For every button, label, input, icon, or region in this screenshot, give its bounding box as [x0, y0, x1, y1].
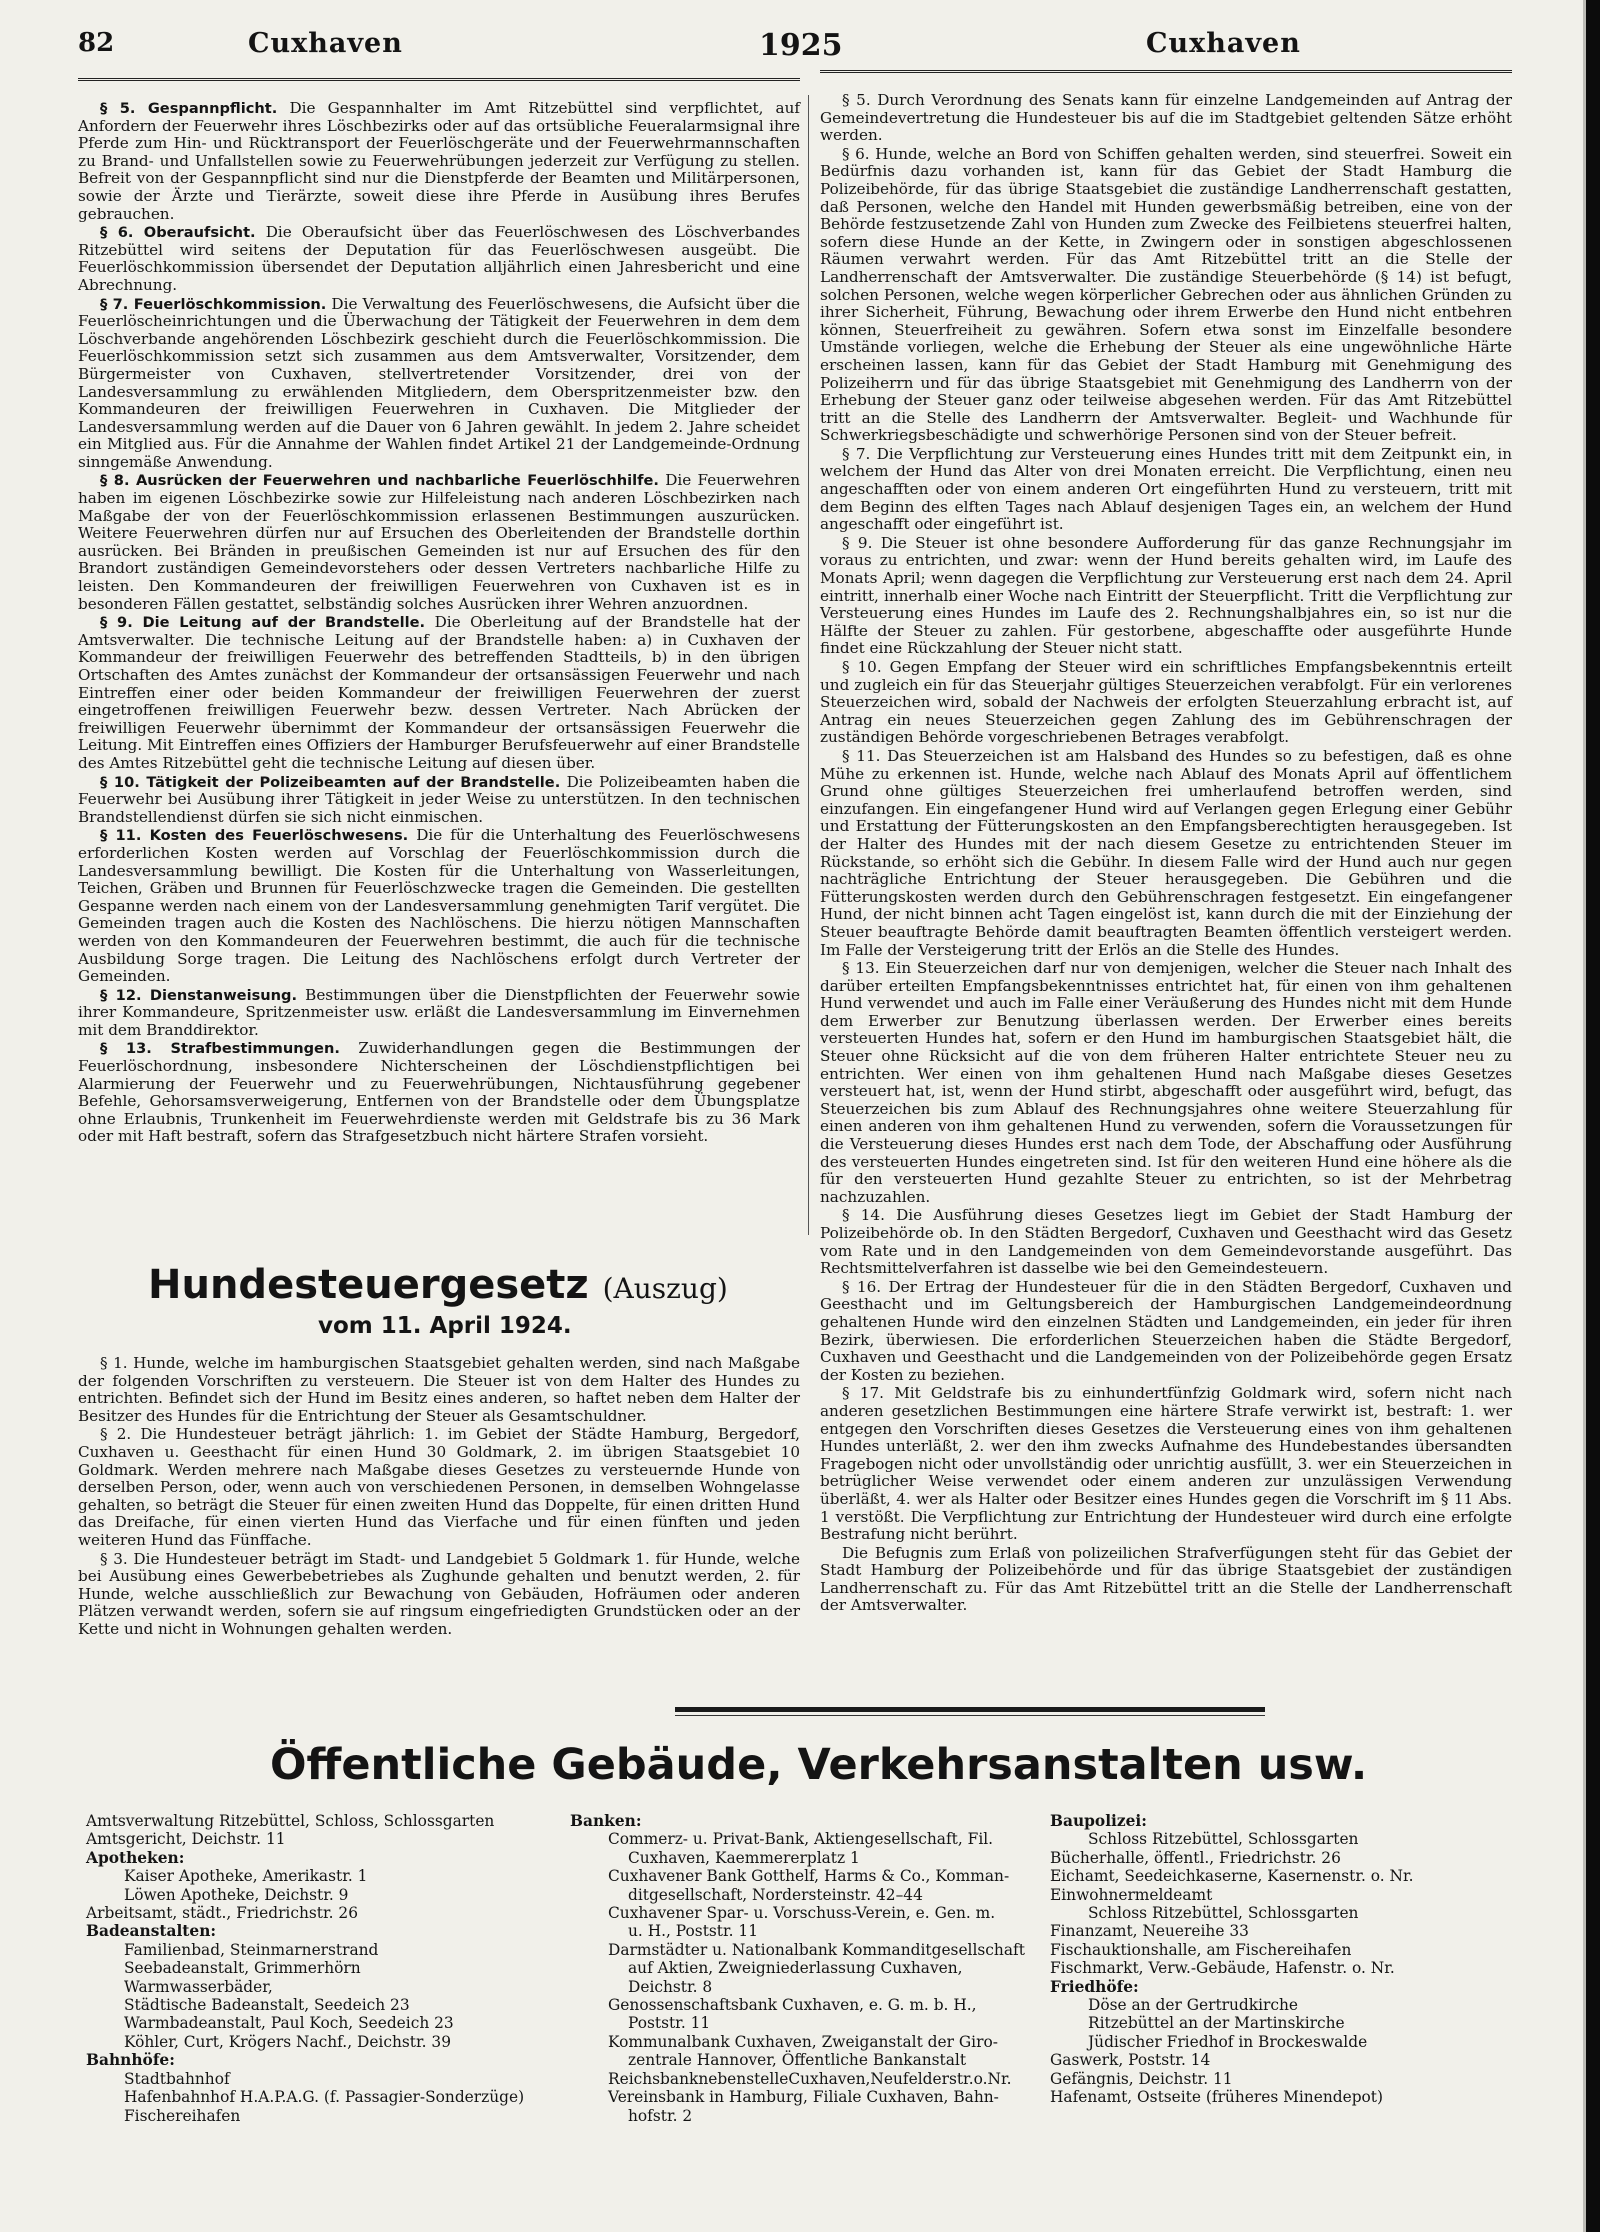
paragraph-text: § 11. Das Steuerzeichen ist am Halsband des Hundes so zu befestigen, daß es ohne Mühe zu erkennen ist. Hunde, welche nach Ablauf des Monats April auf öffentlichem Grund ohne gültiges Steuerzeichen frei umherlaufend betroffen werden, sind einzufangen. Ein eingefangener Hund wird auf Verlangen gegen Erlegung einer Gebühr und Erstattung der Fütterungskosten an den Empfangsberechtigten herausgegeben. Ist der Halter des Hundes mit der nach diesem Gesetze zu entrichtenden Steuer im Rückstande, so erhöht sich die Gebühr. In diesem Falle wird der Hund auch nur gegen nachträgliche Entrichtung der Steuer herausgegeben. Die Gebühren und die Fütterungskosten werden durch den Gebührenschragen festgesetzt. Ein eingefangener Hund, der nicht binnen acht Tagen eingelöst ist, kann durch die mit der Einziehung der Steuer beauftragte Behörde damit beauftragten Beamten öffentlich versteigert werden. Im Falle der Versteigerung tritt der Erlös an die Stelle des Hundes.	[820, 746, 1512, 959]
directory-entry: hofstr. 2	[628, 2106, 693, 2125]
paragraph-text: § 17. Mit Geldstrafe bis zu einhundertfünfzig Goldmark wird, sofern nicht nach anderen gesetzlichen Bestimmungen eine härtere Strafe verwirkt ist, bestraft: 1. wer entgegen den Vorschriften dieses Gesetzes die Versteuerung eines von ihm gehaltenen Hundes unterläßt, 2. wer den ihm zwecks Aufnahme des Hundebestandes übersandten Fragebogen nicht oder unvollständig oder unrichtig ausfüllt, 3. wer ein Steuerzeichen in betrüglicher Weise verwendet oder einem anderen zur unzulässigen Verwendung überläßt, 4. wer als Halter oder Besitzer eines Hundes gegen die Vorschrift im § 11 Abs. 1 verstößt. Die Verpflichtung zur Entrichtung der Hundesteuer wird durch eine erfolgte Bestrafung nicht berührt.	[820, 1384, 1512, 1544]
paragraph-text: Die Oberleitung auf der Brandstelle hat der Amtsverwalter. Die technische Leitung auf der Brandstelle haben: a) in Cuxhaven der Kommandeur der freiwilligen Feuerwehr des betreffenden Stadtteils, b) in den übrigen Ortschaften des Amtes zunächst der Kommandeur der ortsansässigen Feuerwehr und nach Eintreffen einer oder beiden Kommandeur der freiwilligen Feuerwehren der zuerst eingetroffenen freiwilligen Feuerwehr bezw. dessen Vertreter. Nach Abrücken der freiwilligen Feuerwehr übernimmt der Kommandeur der ortsansässigen Feuerwehr die Leitung. Mit Eintreffen eines Offiziers der Hamburger Berufsfeuerwehr auf einer Brandstelle des Amtes Ritzebüttel geht die technische Leitung auf diesen über.	[78, 613, 800, 772]
directory-heading: Apotheken:	[86, 1848, 185, 1867]
law-paragraph-r9	[820, 535, 1512, 658]
directory-entry: ReichsbanknebenstelleCuxhaven,Neufelderstr.o.Nr.	[608, 2069, 1012, 2088]
directory-entry: Finanzamt, Neuereihe 33	[1050, 1922, 1249, 1941]
paragraph-heading: § 5. Gespannpflicht.	[100, 100, 278, 117]
law-paragraph-r17	[820, 1385, 1512, 1543]
directory-heading: Badeanstalten:	[86, 1922, 217, 1941]
directory-entry: ditgesellschaft, Nordersteinstr. 42–44	[628, 1885, 923, 1904]
running-title-left: Cuxhaven	[248, 28, 403, 59]
paragraph-text: § 16. Der Ertrag der Hundesteuer für die in den Städten Bergedorf, Cuxhaven und Geesthacht und im Geltungsbereich der Hamburgischen Landgemeindeordnung gehaltenen Hunde wird den einzelnen Städten und Landgemeinden, ein jeder für ihren Bezirk, überwiesen. Die erforderlichen Steuerzeichen haben die Städte Bergedorf, Cuxhaven und Geesthacht und die Landgemeinden von der Polizeibehörde gegen Ersatz der Kosten zu beziehen.	[820, 1277, 1512, 1384]
paragraph-p13	[78, 1040, 800, 1146]
page-year: 1925	[759, 28, 843, 63]
paragraph-text: § 3. Die Hundesteuer beträgt im Stadt- und Landgebiet 5 Goldmark 1. für Hunde, welche bei Ausübung eines Gewerbebetriebes als Zughunde gehalten und benutzt werden, 2. für Hunde, welche ausschließlich zur Bewachung von Gebäuden, Hofräumen oder anderen Plätzen verwandt werden, sofern sie auf ringsum eingefriedigten Grundstücken oder an der Kette und nicht in Wohnungen gehalten werden.	[78, 1549, 800, 1638]
law-paragraph-r7	[820, 446, 1512, 534]
law-paragraph-r11	[820, 748, 1512, 959]
directory-entry: Gaswerk, Poststr. 14	[1050, 2051, 1211, 2070]
directory-entry: auf Aktien, Zweigniederlassung Cuxhaven,	[628, 1959, 963, 1978]
section-rule-thick	[675, 1707, 1265, 1712]
paragraph-p9	[78, 614, 800, 772]
law-paragraph-h3	[78, 1551, 800, 1639]
paragraph-text: Die Polizeibeamten haben die Feuerwehr bei Ausübung ihrer Tätigkeit in jeder Weise zu unterstützen. In den technischen Brandstellendienst dürfen sie sich nicht einmischen.	[78, 772, 801, 826]
directory-entry: Amtsverwaltung Ritzebüttel, Schloss, Schlossgarten	[86, 1812, 495, 1830]
paragraph-heading: § 8. Ausrücken der Feuerwehren und nachbarliche Feuerlöschhilfe.	[100, 472, 659, 490]
directory-entry: Cuxhavener Spar- u. Vorschuss-Verein, e. Gen. m.	[608, 1904, 996, 1923]
paragraph-text: § 6. Hunde, welche an Bord von Schiffen gehalten werden, sind steuerfrei. Soweit ein Bedürfnis dazu vorhanden ist, kann für das Gebiet der Stadt Hamburg die Polizeibehörde, für das übrige Staatsgebiet die zuständige Landherrenschaft gestatten, daß Personen, welche den Handel mit Hunden gewerbsmäßig betreiben, eine von der Behörde festzusetzende Zahl von Hunden zum Zwecke des Feilbietens steuerfrei halten, sofern diese Hunde an der Kette, in Zwingern oder in sonstigen abgeschlossenen Räumen verwahrt werden. Für das Amt Ritzebüttel tritt an die Stelle der Landherrenschaft der Amtsverwalter. Die zuständige Steuerbehörde (§ 14) ist befugt, solchen Personen, welche wegen körperlicher Gebrechen oder aus ähnlichen Gründen zu ihrer Sicherheit, Führung, Bewachung oder ihrem Erwerbe den Hund nicht entbehren können, Steuerfreiheit zu gewähren. Sofern etwa sonst im Einzelfalle besondere Umstände vorliegen, welche die Erhebung der Steuer als eine ungewöhnliche Härte erscheinen lassen, kann für das Gebiet der Stadt Hamburg mit Genehmigung des Polizeiherrn und für das übrige Staatsgebiet mit Genehmigung des Landherrn von der Erhebung der Steuer ganz oder teilweise abgesehen werden. Für das Amt Ritzebüttel tritt an die Stelle des Landherrn der Amtsverwalter. Begleit- und Wachhunde für Schwerkriegsbeschädigte und schwerhörige Personen sind von der Steuer befreit.	[820, 144, 1512, 445]
paragraph-p11	[78, 827, 800, 985]
scan-edge	[1586, 0, 1600, 2232]
law-paragraph-r10	[820, 659, 1512, 747]
directory-entry: Döse an der Gertrudkirche	[1088, 1996, 1299, 2015]
hundesteuer-right-column	[820, 92, 1512, 1616]
paragraph-text: Die Gespannhalter im Amt Ritzebüttel sind verpflichtet, auf Anfordern der Feuerwehr ihres Löschbezirks oder auf das ortsübliche Feueralarmsignal ihre Pferde zum Hin- und Rücktransport der Feuerlöschgeräte und der Feuerwehrmannschaften zu Brand- und Unfallstellen sowie zu Feuerwehrübungen jederzeit zur Verfügung zu stellen. Befreit von der Gespannpflicht sind nur die Dienstpferde der Beamten und Militärpersonen, sowie der Ärzte und Tierärzte, soweit diese ihre Pferde in Ausübung ihres Berufes gebrauchen.	[78, 99, 801, 223]
paragraph-text: Bestimmungen über die Dienstpflichten der Feuerwehr sowie ihrer Kommandeure, Spritzenmeister usw. erläßt die Landesversammlung im Einvernehmen mit dem Branddirektor.	[78, 985, 801, 1039]
directory-entry: u. H., Poststr. 11	[628, 1922, 758, 1941]
paragraph-heading: § 6. Oberaufsicht.	[100, 224, 256, 242]
paragraph-text: § 9. Die Steuer ist ohne besondere Aufforderung für das ganze Rechnungsjahr im voraus zu entrichten, und zwar: wenn der Hund bereits gehalten wird, im Laufe des Monats April; wenn dagegen die Verpflichtung zur Versteuerung erst nach dem 24. April eintritt, innerhalb einer Woche nach Eintritt der Steuerpflicht. Tritt die Verpflichtung zur Versteuerung eines Hundes im Laufe des 2. Rechnungshalbjahres ein, so ist nur die Hälfte der Steuer zu zahlen. Für gestorbene, abgeschaffte oder ausgeführte Hunde findet eine Rückzahlung der Steuer nicht statt.	[820, 533, 1512, 658]
directory-entry: Familienbad, Steinmarnerstrand	[124, 1940, 379, 1959]
paragraph-p8	[78, 472, 800, 613]
directory-entry: Cuxhavener Bank Gotthelf, Harms & Co., Komman-	[608, 1867, 1010, 1886]
directory-entry: Schloss Ritzebüttel, Schlossgarten	[1088, 1830, 1359, 1849]
paragraph-text: Die Feuerwehren haben im eigenen Löschbezirke sowie zur Hilfeleistung nach anderen Löschbezirken nach Maßgabe der von der Feuerlöschkommission erlassenen Bestimmungen auszurücken. Weitere Feuerwehren dürfen nur auf Ersuchen des Oberleitenden der Brandstelle dorthin ausrücken. Bei Bränden in preußischen Gemeinden ist nur auf Ersuchen des für den Brandort zuständigen Gemeindevorstehers oder dessen Vertreters nachbarliche Hilfe zu leisten. Den Kommandeuren der freiwilligen Feuerwehren von Cuxhaven ist es in besonderen Fällen gestattet, selbständig solches Ausrücken ihrer Wehren anzuordnen.	[78, 471, 801, 613]
paragraph-heading: § 12. Dienstanweisung.	[100, 986, 298, 1004]
page-header	[78, 28, 1568, 72]
directory-entry: Amtsgericht, Deichstr. 11	[86, 1830, 286, 1849]
paragraph-p6	[78, 224, 800, 294]
section-title: Öffentliche Gebäude, Verkehrsanstalten usw.	[270, 1740, 1368, 1790]
law-paragraph-rz	[820, 1545, 1512, 1615]
directory-entry: Hafenbahnhof H.A.P.A.G. (f. Passagier-Sonderzüge)	[124, 2088, 525, 2107]
section-rule-thin	[675, 1715, 1265, 1716]
directory-entry: Arbeitsamt, städt., Friedrichstr. 26	[86, 1904, 358, 1923]
law-paragraph-r5	[820, 92, 1512, 145]
directory-entry: Genossenschaftsbank Cuxhaven, e. G. m. b. H.,	[608, 1996, 977, 2015]
header-rule-right	[820, 70, 1512, 73]
law-paragraph-h2	[78, 1426, 800, 1549]
law-subtitle: (Auszug)	[602, 1272, 728, 1305]
directory-entry: Warmwasserbäder,	[124, 1977, 273, 1996]
directory-entry: Schloss Ritzebüttel, Schlossgarten	[1088, 1904, 1359, 1923]
directory-entry: Seebadeanstalt, Grimmerhörn	[124, 1959, 361, 1978]
law-title-text: Hundesteuergesetz	[148, 1262, 589, 1308]
directory-entry: Darmstädter u. Nationalbank Kommanditgesellschaft	[608, 1940, 1025, 1959]
paragraph-text: Zuwiderhandlungen gegen die Bestimmungen der Feuerlöschordnung, insbesondere Nichterscheinen der Löschdienstpflichtigen bei Alarmierung der Feuerwehr und zu Feuerwehrübungen, Nichtausführung gegebener Befehle, Gehorsamsverweigerung, Entfernen von der Brandstelle oder dem Übungsplatze ohne Erlaubnis, Trunkenheit im Feuerwehrdienste werden mit Geldstrafe bis zu 36 Mark oder mit Haft bestraft, sofern das Strafgesetzbuch nicht härtere Strafen vorsieht.	[78, 1039, 800, 1146]
directory-entry: Kommunalbank Cuxhaven, Zweiganstalt der Giro-	[608, 2032, 998, 2051]
paragraph-text: Die Befugnis zum Erlaß von polizeilichen Strafverfügungen steht für das Gebiet der Stadt Hamburg der Polizeibehörde und für das übrige Staatsgebiet der zuständigen Landherrenschaft zu. Für das Amt Ritzebüttel tritt an die Stelle der Landherrenschaft der Amtsverwalter.	[820, 1543, 1512, 1615]
column-divider	[808, 95, 809, 1235]
paragraph-heading: § 13. Strafbestimmungen.	[100, 1040, 340, 1058]
paragraph-p10	[78, 774, 800, 827]
directory-column-1	[86, 1812, 554, 2125]
directory-entry: Ritzebüttel an der Martinskirche	[1088, 2014, 1345, 2033]
paragraph-text: § 2. Die Hundesteuer beträgt jährlich: 1. im Gebiet der Städte Hamburg, Bergedorf, Cuxhaven u. Geesthacht für einen Hund 30 Goldmark, 2. im übrigen Staatsgebiet 10 Goldmark. Werden mehrere nach Maßgabe dieses Gesetzes zu versteuernde Hunde von derselben Person, oder, wenn auch von verschiedenen Personen, in demselben Wohngelasse gehalten, so beträgt die Steuer für einen zweiten Hund das Doppelte, für einen dritten Hund das Dreifache, für einen vierten Hund das Vierfache und für einen fünften und jeden weiteren Hund das Fünffache.	[78, 1425, 800, 1549]
paragraph-text: Die für die Unterhaltung des Feuerlöschwesens erforderlichen Kosten werden auf Vorschlag der Feuerlöschkommission durch die Landesversammlung bewilligt. Die Kosten für die Unterhaltung von Wasserleitungen, Teichen, Gräben und Brunnen für Feuerlöschzwecke tragen die Gemeinden. Die gestellten Gespanne werden nach einem von der Landesversammlung genehmigten Tarif vergütet. Die Gemeinden tragen auch die Kosten des Nachlöschens. Die hierzu nötigen Mannschaften werden von den Kommandeuren der Feuerwehren bestimmt, die auch für die technische Ausbildung Sorge tragen. Die Leitung des Nachlöschens erfolgt durch Vertreter der Gemeinden.	[78, 826, 800, 986]
paragraph-heading: § 10. Tätigkeit der Polizeibeamten auf der Brandstelle.	[100, 773, 561, 791]
paragraph-text: § 1. Hunde, welche im hamburgischen Staatsgebiet gehalten werden, sind nach Maßgabe der folgenden Vorschriften zu versteuern. Die Steuer ist von dem Halter des Hundes zu entrichten. Befindet sich der Hund im Besitz eines anderen, so haftet neben dem Halter der Besitzer des Hundes für die Entrichtung der Steuer als Gesamtschuldner.	[78, 1354, 800, 1425]
header-rule-left	[78, 78, 800, 81]
law-paragraph-r16	[820, 1279, 1512, 1385]
directory-column-2	[570, 1812, 1044, 2125]
directory-entry: Städtische Badeanstalt, Seedeich 23	[124, 1996, 410, 2015]
running-title-right: Cuxhaven	[1146, 28, 1301, 59]
page-number: 82	[78, 28, 115, 58]
paragraph-p12	[78, 987, 800, 1040]
hundesteuer-left-column	[78, 1355, 800, 1640]
paragraph-text: § 14. Die Ausführung dieses Gesetzes liegt im Gebiet der Stadt Hamburg der Polizeibehörde ob. In den Städten Bergedorf, Cuxhaven und Geesthacht wird das Gesetz vom Rate und in den Landgemeinden von dem Gemeindevorstande ausgeführt. Das Rechtsmittelverfahren ist dasselbe wie bei den Gemeindesteuern.	[820, 1206, 1512, 1278]
directory-entry: Eichamt, Seedeichkaserne, Kasernenstr. o. Nr.	[1050, 1867, 1414, 1886]
paragraph-text: § 10. Gegen Empfang der Steuer wird ein schriftliches Empfangsbekenntnis erteilt und zugleich ein für das Steuerjahr gültiges Steuerzeichen verabfolgt. Für ein verlorenes Steuerzeichen wird, sobald der Nachweis der erfolgten Steuerzahlung erbracht ist, auf Antrag ein neues Steuerzeichen gegen Zahlung des im Gebührenschragen der zuständigen Behörde vorgeschriebenen Betrages verabfolgt.	[820, 658, 1512, 747]
directory-heading: Banken:	[570, 1812, 642, 1830]
paragraph-text: Die Verwaltung des Feuerlöschwesens, die Aufsicht über die Feuerlöscheinrichtungen und die Überwachung der Tätigkeit der Feuerwehren in dem dem Löschverbande angehörenden Löschbezirk geschieht durch die Feuerlöschkommission. Die Feuerlöschkommission setzt sich zusammen aus dem Amtsverwalter, Vorsitzender, dem Bürgermeister von Cuxhaven, stellvertretender Vorsitzender, drei von der Landesversammlung zu erwählenden Mitgliedern, dem Oberspritzenmeister bzw. den Kommandeuren der freiwilligen Feuerwehren in Cuxhaven. Die Mitglieder der Landesversammlung werden auf die Dauer von 6 Jahren gewählt. In jedem 2. Jahre scheidet ein Mitglied aus. Für die Annahme der Wahlen findet Artikel 21 der Landgemeinde-Ordnung sinngemäße Anwendung.	[78, 294, 801, 471]
paragraph-text: § 13. Ein Steuerzeichen darf nur von demjenigen, welcher die Steuer nach Inhalt des darüber erteilten Empfangsbekenntnisses entrichtet hat, für einen von ihm gehaltenen Hund verwendet und auch im Falle einer Veräußerung des Hundes nicht mit dem Hunde dem Erwerber zur Benutzung überlassen werden. Der Erwerber eines bereits versteuerten Hundes hat, sofern er den Hund im hamburgischen Staatsgebiet hält, die Steuer ohne Rücksicht auf die von dem früheren Halter entrichtete Steuer neu zu entrichten. Wer einen von ihm gehaltenen Hund nach Maßgabe dieses Gesetzes versteuert hat, ist, wenn der Hund stirbt, abgeschafft oder ausgeführt wird, befugt, das Steuerzeichen bis zum Ablauf des Rechnungsjahres ohne weitere Steuerzahlung für einen anderen von ihm gehaltenen Hund zu verwenden, sofern die Voraussetzungen für die Versteuerung dieses Hundes erst nach dem Tode, der Abschaffung oder Ausführung des versteuerten Hundes eingetreten sind. Ist für den weiteren Hund eine höhere als die für den versteuerten Hund gezahlte Steuer zu entrichten, so ist der Mehrbetrag nachzuzahlen.	[820, 959, 1512, 1206]
directory-heading: Friedhöfe:	[1050, 1977, 1139, 1996]
directory-entry: Commerz- u. Privat-Bank, Aktiengesellschaft, Fil.	[608, 1830, 994, 1849]
directory-entry: Stadtbahnhof	[124, 2069, 230, 2088]
paragraph-text: § 7. Die Verpflichtung zur Versteuerung eines Hundes tritt mit dem Zeitpunkt ein, in welchem der Hund das Alter von drei Monaten erreicht. Die Verpflichtung, einen neu angeschafften oder von einem anderen Ort eingeführten Hund zu versteuern, tritt mit dem Beginn des elften Tages nach Ablauf desjenigen Tages ein, an welchem der Hund angeschafft oder eingeführt ist.	[820, 444, 1512, 534]
directory-entry: Einwohnermeldeamt	[1050, 1885, 1213, 1904]
directory-entry: Bücherhalle, öffentl., Friedrichstr. 26	[1050, 1848, 1341, 1867]
scan-edge-shadow	[1583, 0, 1586, 2232]
law-date: vom 11. April 1924.	[318, 1313, 572, 1339]
directory-column-3	[1050, 1812, 1550, 2107]
directory-entry: Jüdischer Friedhof in Brockeswalde	[1088, 2032, 1368, 2051]
law-paragraph-r6	[820, 146, 1512, 445]
paragraph-heading: § 9. Die Leitung auf der Brandstelle.	[100, 614, 426, 632]
paragraph-text: Die Oberaufsicht über das Feuerlöschwesen des Löschverbandes Ritzebüttel wird seitens der Deputation für das Feuerlöschwesen ausgeübt. Die Feuerlöschkommission übersendet der Deputation alljährlich einen Jahresbericht und eine Abrechnung.	[78, 223, 800, 294]
paragraph-p7	[78, 296, 800, 472]
directory-entry: Deichstr. 8	[628, 1977, 713, 1996]
directory-entry: Poststr. 11	[628, 2014, 711, 2033]
directory-entry: Gefängnis, Deichstr. 11	[1050, 2069, 1233, 2088]
directory-heading: Baupolizei:	[1050, 1812, 1147, 1830]
directory-entry: Fischauktionshalle, am Fischereihafen	[1050, 1940, 1352, 1959]
law-paragraph-h1	[78, 1355, 800, 1425]
directory-entry: Löwen Apotheke, Deichstr. 9	[124, 1885, 349, 1904]
directory-entry: Hafenamt, Ostseite (früheres Minendepot)	[1050, 2088, 1383, 2107]
directory-entry: Kaiser Apotheke, Amerikastr. 1	[124, 1867, 368, 1886]
law-paragraph-r13	[820, 960, 1512, 1206]
law-title	[148, 1262, 728, 1308]
directory-entry: Köhler, Curt, Krögers Nachf., Deichstr. 39	[124, 2032, 452, 2051]
paragraph-heading: § 7. Feuerlöschkommission.	[100, 295, 327, 313]
directory-entry: Warmbadeanstalt, Paul Koch, Seedeich 23	[124, 2014, 454, 2033]
paragraph-heading: § 11. Kosten des Feuerlöschwesens.	[100, 827, 409, 845]
directory-heading: Bahnhöfe:	[86, 2051, 175, 2070]
paragraph-text: § 5. Durch Verordnung des Senats kann für einzelne Landgemeinden auf Antrag der Gemeindevertretung die Hundesteuer bis auf die im Stadtgebiet geltenden Sätze erhöht werden.	[820, 91, 1512, 145]
directory-entry: zentrale Hannover, Öffentliche Bankanstalt	[628, 2051, 967, 2070]
law-paragraph-r14	[820, 1207, 1512, 1277]
directory-entry: Fischmarkt, Verw.-Gebäude, Hafenstr. o. Nr.	[1050, 1959, 1395, 1978]
directory-entry: Vereinsbank in Hamburg, Filiale Cuxhaven, Bahn-	[608, 2088, 999, 2107]
feuerloesch-ordnung-column	[78, 100, 800, 1147]
paragraph-p5	[78, 100, 800, 223]
directory-entry: Fischereihafen	[124, 2106, 241, 2125]
directory-entry: Cuxhaven, Kaemmererplatz 1	[628, 1848, 860, 1867]
